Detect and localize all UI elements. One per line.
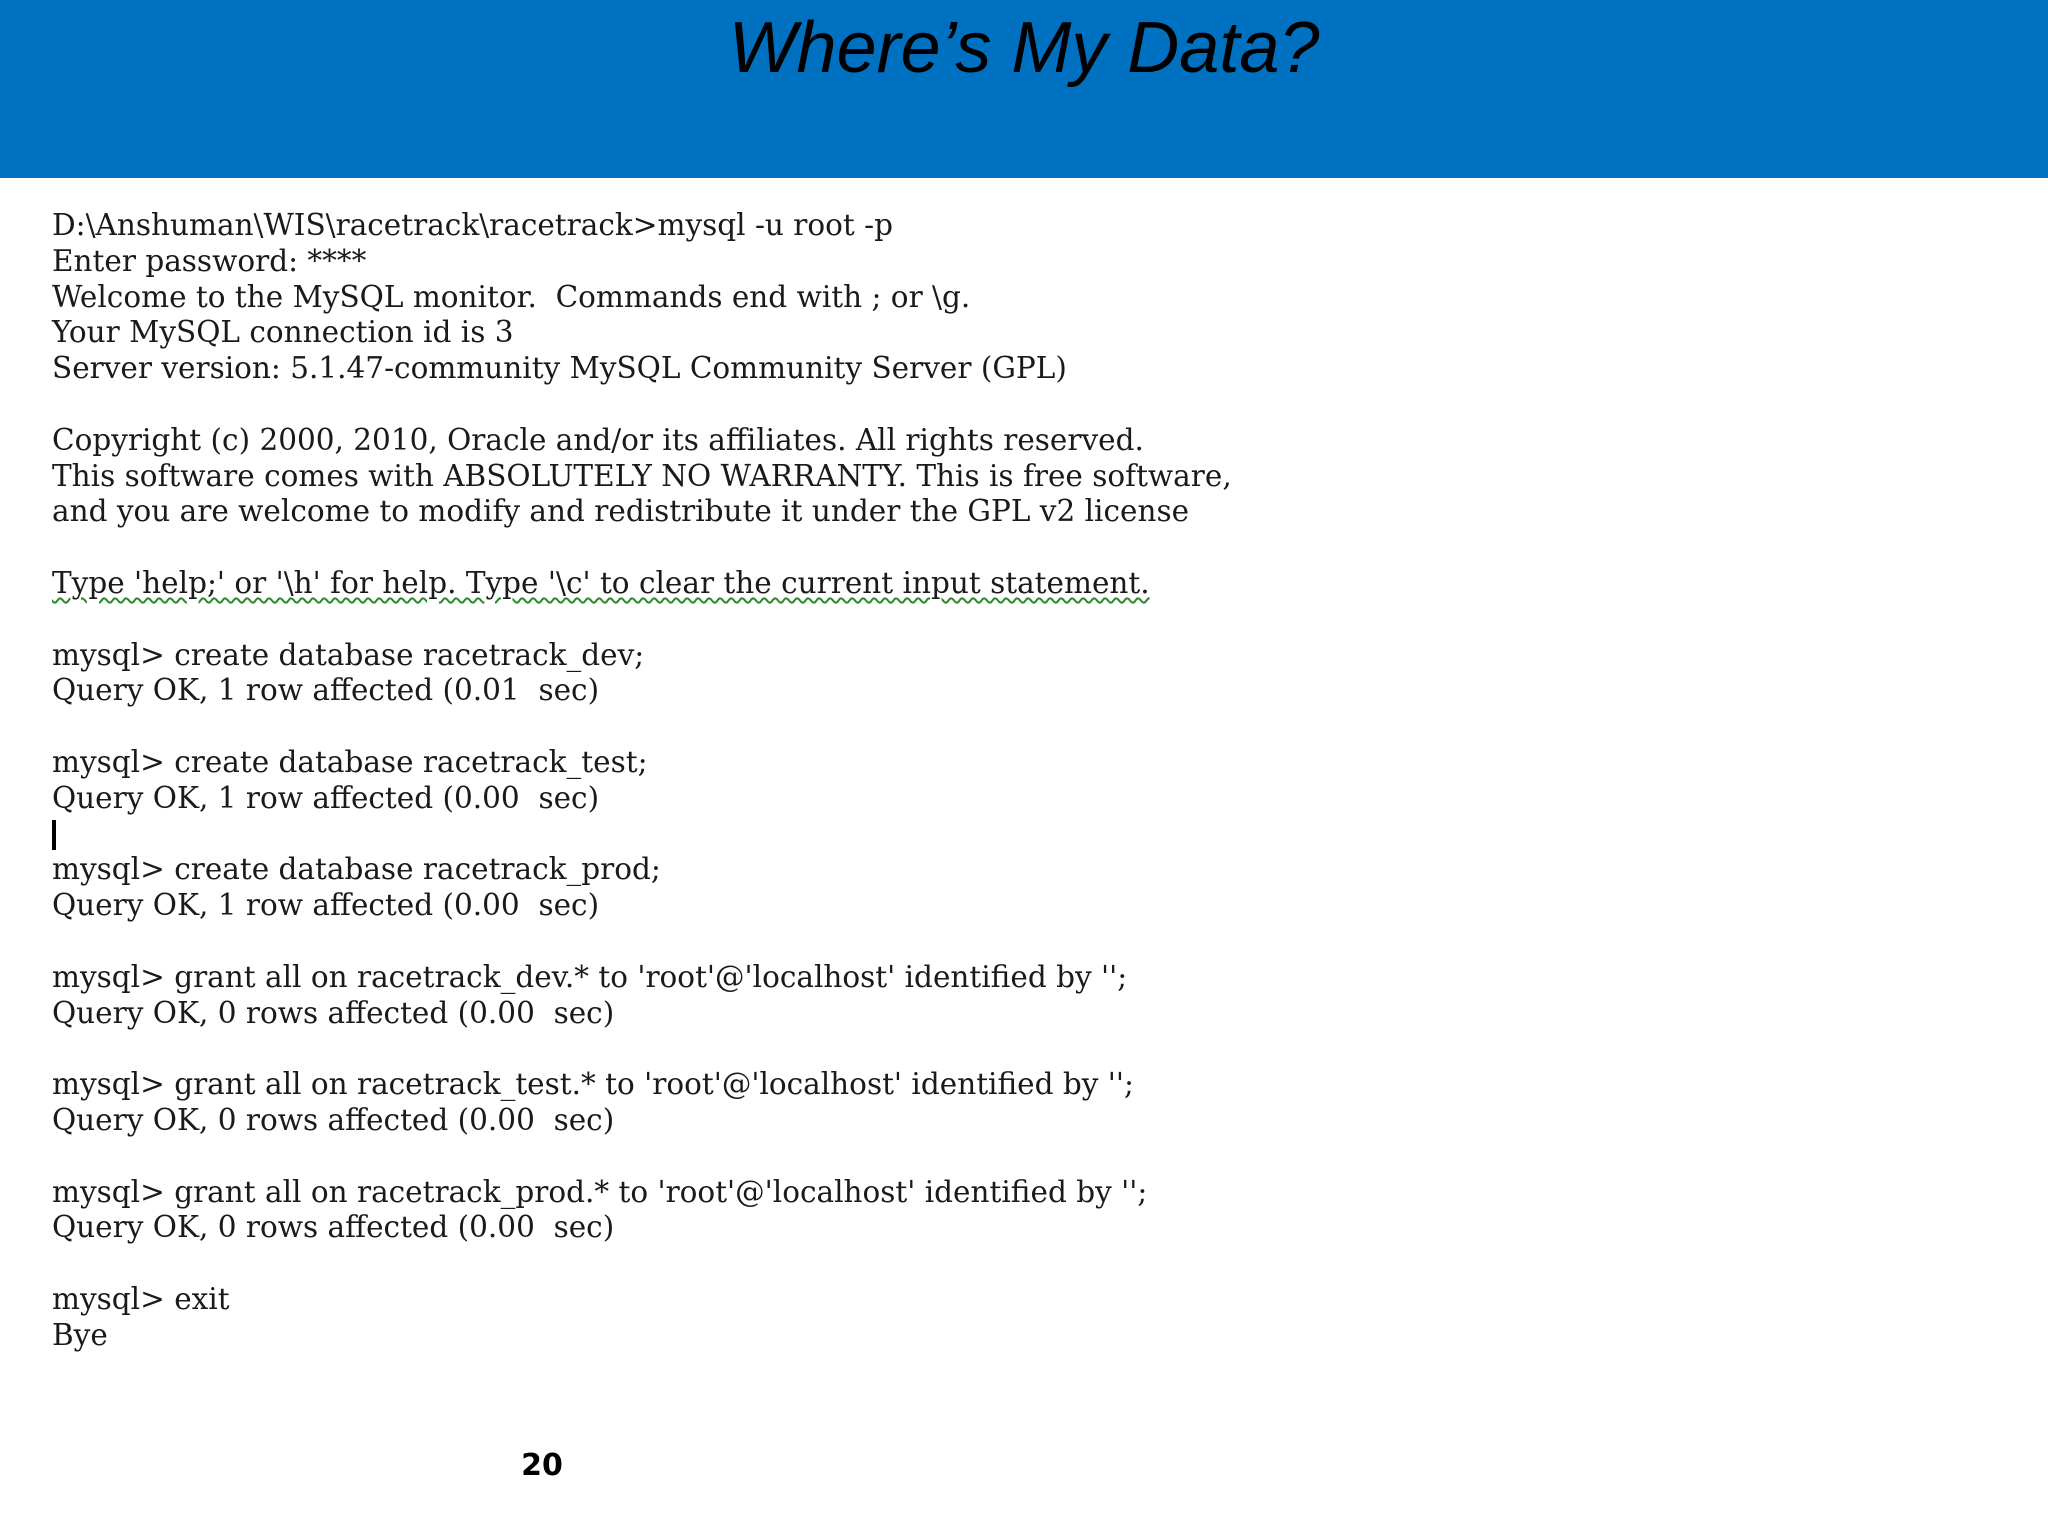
- console-line: and you are welcome to modify and redistribute it under the GPL v2 license: [52, 494, 1190, 529]
- page-number: 20: [521, 1448, 563, 1483]
- console-line: mysql> create database racetrack_dev;: [52, 637, 645, 672]
- console-line: Query OK, 0 rows affected (0.00 sec): [52, 995, 615, 1030]
- console-blank-line: [52, 709, 1952, 745]
- console-blank-line: [52, 924, 1952, 960]
- console-line: Enter password: ****: [52, 243, 367, 278]
- text-cursor: [52, 820, 56, 850]
- console-blank-line: [52, 1139, 1952, 1175]
- console-blank-line: [52, 602, 1952, 638]
- console-line: mysql> grant all on racetrack_dev.* to 'root'@'localhost' identified by '';: [52, 959, 1128, 994]
- console-line: Server version: 5.1.47-community MySQL Community Server (GPL): [52, 351, 1067, 386]
- console-blank-line: [52, 817, 1952, 853]
- mysql-console-transcript: [52, 208, 1952, 1354]
- console-line: Query OK, 1 row affected (0.00 sec): [52, 888, 600, 923]
- console-line: mysql> create database racetrack_prod;: [52, 852, 661, 887]
- console-line: mysql> grant all on racetrack_test.* to 'root'@'localhost' identified by '';: [52, 1067, 1134, 1102]
- console-line: mysql> exit: [52, 1281, 230, 1316]
- console-line: Query OK, 0 rows affected (0.00 sec): [52, 1210, 615, 1245]
- console-blank-line: [52, 387, 1952, 423]
- console-line: Query OK, 1 row affected (0.00 sec): [52, 780, 600, 815]
- console-blank-line: [52, 530, 1952, 566]
- console-line: Type 'help;' or '\h' for help. Type '\c' to clear the current input statement.: [52, 565, 1150, 600]
- console-blank-line: [52, 1031, 1952, 1067]
- console-line: Query OK, 1 row affected (0.01 sec): [52, 673, 600, 708]
- console-line: Copyright (c) 2000, 2010, Oracle and/or its affiliates. All rights reserved.: [52, 422, 1144, 457]
- console-line: This software comes with ABSOLUTELY NO WARRANTY. This is free software,: [52, 458, 1232, 493]
- slide-title: Where’s My Data?: [728, 8, 1320, 88]
- console-line: Query OK, 0 rows affected (0.00 sec): [52, 1102, 615, 1137]
- console-line: Your MySQL connection id is 3: [52, 315, 514, 350]
- console-blank-line: [52, 1246, 1952, 1282]
- console-line: Bye: [52, 1317, 108, 1352]
- console-line: mysql> create database racetrack_test;: [52, 744, 648, 779]
- console-line: mysql> grant all on racetrack_prod.* to 'root'@'localhost' identified by '';: [52, 1174, 1148, 1209]
- console-line: Welcome to the MySQL monitor. Commands end with ; or \g.: [52, 279, 971, 314]
- console-line: D:\Anshuman\WIS\racetrack\racetrack>mysql -u root -p: [52, 208, 893, 242]
